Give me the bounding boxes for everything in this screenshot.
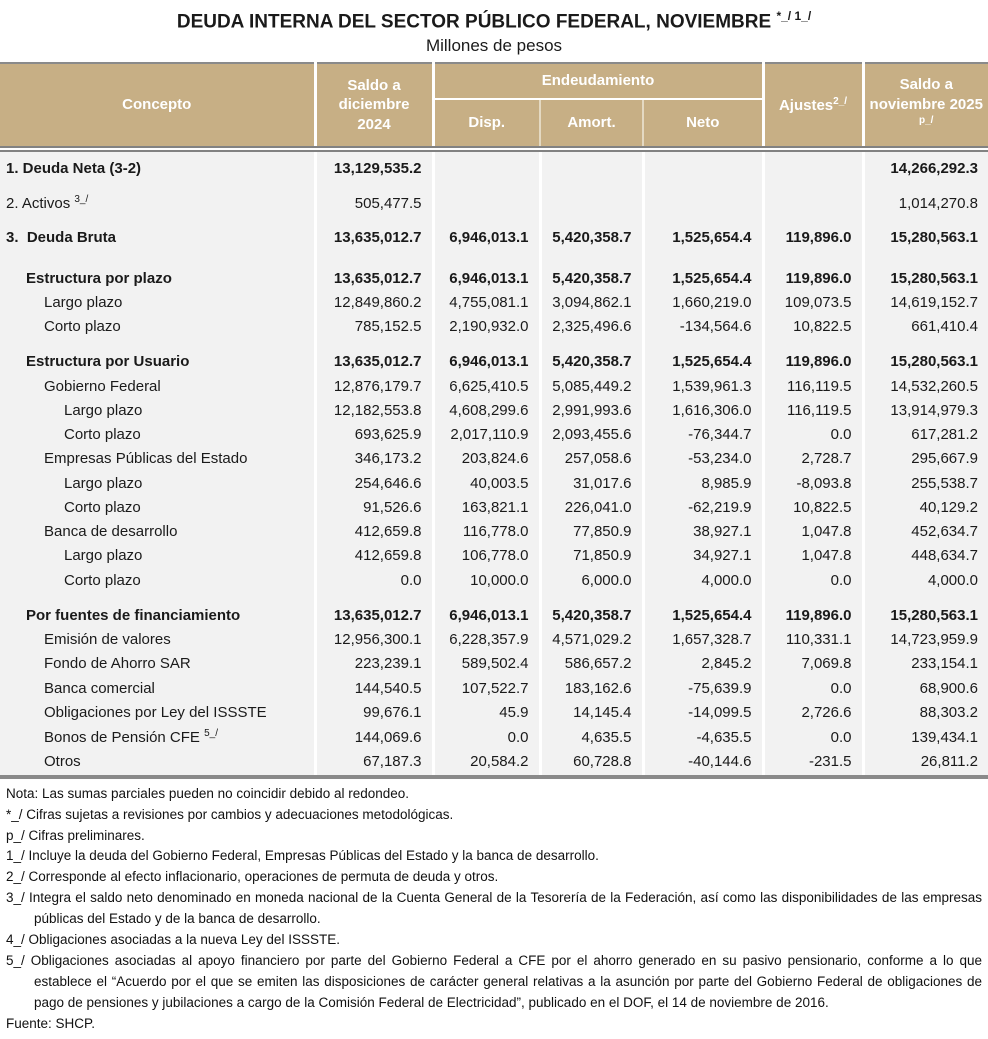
row-value: 452,634.7 [863, 520, 988, 544]
row-value: 6,946,013.1 [433, 221, 540, 255]
row-value: 0.0 [433, 725, 540, 750]
row-value: -231.5 [763, 750, 863, 776]
row-value: 1,047.8 [763, 544, 863, 568]
row-value: 412,659.8 [315, 544, 433, 568]
row-value: 1,525,654.4 [643, 593, 763, 628]
footnote: *_/ Cifras sujetas a revisiones por cambios y adecuaciones metodológicas. [6, 806, 454, 822]
row-value: 14,723,959.9 [863, 628, 988, 652]
row-value: 119,896.0 [763, 593, 863, 628]
row-value [433, 152, 540, 186]
row-value: 589,502.4 [433, 652, 540, 676]
row-value: 5,085,449.2 [540, 375, 643, 399]
row-value: 412,659.8 [315, 520, 433, 544]
row-value: 2,726.6 [763, 701, 863, 725]
ajustes-superscript: 2_/ [833, 95, 848, 107]
row-value: 661,410.4 [863, 315, 988, 339]
row-value: 15,280,563.1 [863, 256, 988, 291]
row-value: 45.9 [433, 701, 540, 725]
footnote: 5_/ Obligaciones asociadas al apoyo financiero por parte del Gobierno Federal a CFE por el ahorro generado en su pasivo pensionario, conforme a lo que establece el “Acuerdo por el que se emiten las disposiciones de carácter general relativas a la asunción por parte del Gobierno Federal de obligaciones de pago de pensiones y jubilaciones a cargo de la Comisión Federal de Electricidad”, publicado en el DOF, el 14 de noviembre de 2016. [6, 953, 982, 1010]
row-label-superscript: 5_/ [204, 728, 219, 740]
footnote: 1_/ Incluye la deuda del Gobierno Federal, Empresas Públicas del Estado y la banca de desarrollo. [6, 848, 599, 864]
row-value: -76,344.7 [643, 423, 763, 447]
row-value: 255,538.7 [863, 472, 988, 496]
row-value: 0.0 [315, 569, 433, 593]
row-value [763, 152, 863, 186]
table-row [0, 423, 988, 447]
table-row [0, 339, 988, 374]
table-row [0, 186, 988, 221]
row-value: 257,058.6 [540, 447, 643, 471]
table-header [0, 63, 988, 146]
row-value: 2,093,455.6 [540, 423, 643, 447]
row-label: 3. Deuda Bruta [0, 221, 315, 255]
row-value: 14,532,260.5 [863, 375, 988, 399]
row-label: Empresas Públicas del Estado [0, 447, 315, 471]
row-value: 13,129,535.2 [315, 152, 433, 186]
row-value: 4,755,081.1 [433, 291, 540, 315]
row-value [433, 186, 540, 221]
table-row [0, 447, 988, 471]
row-value: 40,003.5 [433, 472, 540, 496]
footnote: 4_/ Obligaciones asociadas a la nueva Ley del ISSSTE. [6, 932, 340, 948]
row-value: 116,119.5 [763, 375, 863, 399]
row-label: Por fuentes de financiamiento [0, 593, 315, 628]
row-value: 2,190,932.0 [433, 315, 540, 339]
row-value: 6,946,013.1 [433, 256, 540, 291]
row-value: 60,728.8 [540, 750, 643, 776]
row-value: 71,850.9 [540, 544, 643, 568]
row-value: 233,154.1 [863, 652, 988, 676]
debt-table [0, 62, 988, 779]
row-label: Fondo de Ahorro SAR [0, 652, 315, 676]
row-label: Corto plazo [0, 315, 315, 339]
row-value: 119,896.0 [763, 256, 863, 291]
row-value: 1,616,306.0 [643, 399, 763, 423]
row-label: Corto plazo [0, 496, 315, 520]
footnote: p_/ Cifras preliminares. [6, 827, 145, 843]
row-label: Corto plazo [0, 569, 315, 593]
row-label: Gobierno Federal [0, 375, 315, 399]
row-value: 10,822.5 [763, 496, 863, 520]
row-value: 34,927.1 [643, 544, 763, 568]
row-value: -62,219.9 [643, 496, 763, 520]
col-header-saldo-diciembre: Saldo a diciembre 2024 [315, 63, 433, 146]
table-body [0, 146, 988, 777]
row-value: -75,639.9 [643, 677, 763, 701]
row-value: 40,129.2 [863, 496, 988, 520]
row-value [540, 186, 643, 221]
row-value: 4,635.5 [540, 725, 643, 750]
row-value: 2,728.7 [763, 447, 863, 471]
table-row [0, 375, 988, 399]
saldo-nov-label: Saldo a noviembre 2025 [869, 76, 983, 113]
footnotes [0, 779, 988, 1039]
row-value: 14,619,152.7 [863, 291, 988, 315]
row-value: 183,162.6 [540, 677, 643, 701]
ajustes-label: Ajustes [778, 96, 834, 114]
row-value: 13,635,012.7 [315, 593, 433, 628]
row-value: 4,608,299.6 [433, 399, 540, 423]
row-value: 3,094,862.1 [540, 291, 643, 315]
table-row [0, 544, 988, 568]
footnote: 2_/ Corresponde al efecto inflacionario, operaciones de permuta de deuda y otros. [6, 869, 499, 885]
row-value: 31,017.6 [540, 472, 643, 496]
row-value: 223,239.1 [315, 652, 433, 676]
row-value: 6,000.0 [540, 569, 643, 593]
row-value: 505,477.5 [315, 186, 433, 221]
table-row [0, 701, 988, 725]
row-value: 5,420,358.7 [540, 593, 643, 628]
row-label: Estructura por Usuario [0, 339, 315, 374]
row-value: 13,635,012.7 [315, 256, 433, 291]
row-value: 8,985.9 [643, 472, 763, 496]
page-title-superscript: *_/ 1_/ [776, 9, 812, 23]
row-value: 12,182,553.8 [315, 399, 433, 423]
row-value: 693,625.9 [315, 423, 433, 447]
col-header-disp: Disp. [433, 99, 540, 146]
row-value: 0.0 [763, 725, 863, 750]
table-row [0, 315, 988, 339]
row-value: 109,073.5 [763, 291, 863, 315]
table-row [0, 569, 988, 593]
footnote: 3_/ Integra el saldo neto denominado en moneda nacional de la Cuenta General de la Tesorería de la Federación, así como las disponibilidades de las empresas públicas del Estado y de la banca de desarrollo. [6, 890, 982, 927]
table-row [0, 152, 988, 186]
page-title [0, 8, 988, 35]
row-value: 13,914,979.3 [863, 399, 988, 423]
page-subtitle: Millones de pesos [425, 35, 563, 55]
table-row [0, 677, 988, 701]
row-value [763, 186, 863, 221]
row-value: 26,811.2 [863, 750, 988, 776]
row-value: 4,000.0 [643, 569, 763, 593]
col-header-neto: Neto [643, 99, 763, 146]
table-row [0, 628, 988, 652]
row-value: 785,152.5 [315, 315, 433, 339]
table-row [0, 496, 988, 520]
row-value: 15,280,563.1 [863, 221, 988, 255]
col-header-ajustes [763, 63, 863, 146]
row-value: 295,667.9 [863, 447, 988, 471]
row-value: 617,281.2 [863, 423, 988, 447]
row-value: 12,849,860.2 [315, 291, 433, 315]
table-row [0, 256, 988, 291]
saldo-nov-superscript: p_/ [919, 115, 934, 127]
row-value: 12,876,179.7 [315, 375, 433, 399]
row-value: 119,896.0 [763, 221, 863, 255]
table-row [0, 725, 988, 750]
row-value [643, 152, 763, 186]
row-value: 5,420,358.7 [540, 221, 643, 255]
row-value: 6,946,013.1 [433, 339, 540, 374]
row-value: 448,634.7 [863, 544, 988, 568]
row-value: 12,956,300.1 [315, 628, 433, 652]
row-label: Estructura por plazo [0, 256, 315, 291]
table-row [0, 520, 988, 544]
row-value [540, 152, 643, 186]
row-value: 2,017,110.9 [433, 423, 540, 447]
table-row [0, 652, 988, 676]
row-value: 110,331.1 [763, 628, 863, 652]
row-value: 6,946,013.1 [433, 593, 540, 628]
row-value: 20,584.2 [433, 750, 540, 776]
row-value: 91,526.6 [315, 496, 433, 520]
row-value: -4,635.5 [643, 725, 763, 750]
row-value: 5,420,358.7 [540, 339, 643, 374]
page-title-text: DEUDA INTERNA DEL SECTOR PÚBLICO FEDERAL, NOVIEMBRE [176, 11, 772, 33]
col-header-saldo-noviembre [863, 63, 988, 146]
table-row [0, 593, 988, 628]
row-value: 106,778.0 [433, 544, 540, 568]
row-value: 586,657.2 [540, 652, 643, 676]
row-value: -134,564.6 [643, 315, 763, 339]
row-value: -53,234.0 [643, 447, 763, 471]
col-header-concepto: Concepto [0, 63, 315, 146]
row-value: 77,850.9 [540, 520, 643, 544]
row-value: 144,069.6 [315, 725, 433, 750]
table-row [0, 291, 988, 315]
row-value: 1,657,328.7 [643, 628, 763, 652]
table-row [0, 221, 988, 255]
table-row [0, 472, 988, 496]
row-value: 14,145.4 [540, 701, 643, 725]
row-value: -8,093.8 [763, 472, 863, 496]
row-label: Emisión de valores [0, 628, 315, 652]
row-value: 15,280,563.1 [863, 339, 988, 374]
row-value: 1,525,654.4 [643, 339, 763, 374]
row-value: -14,099.5 [643, 701, 763, 725]
row-value: 254,646.6 [315, 472, 433, 496]
footnote: Fuente: SHCP. [6, 1015, 96, 1031]
row-value: 1,525,654.4 [643, 221, 763, 255]
row-value: 1,014,270.8 [863, 186, 988, 221]
row-value: 1,539,961.3 [643, 375, 763, 399]
row-label: Largo plazo [0, 399, 315, 423]
row-value: 203,824.6 [433, 447, 540, 471]
row-value: 67,187.3 [315, 750, 433, 776]
row-value: 2,991,993.6 [540, 399, 643, 423]
row-value: 68,900.6 [863, 677, 988, 701]
row-label: Banca comercial [0, 677, 315, 701]
row-value: 99,676.1 [315, 701, 433, 725]
row-value: 1,660,219.0 [643, 291, 763, 315]
row-value: 163,821.1 [433, 496, 540, 520]
table-row [0, 750, 988, 776]
row-label-superscript: 3_/ [74, 194, 89, 206]
col-header-endeudamiento: Endeudamiento [433, 63, 763, 99]
col-header-amort: Amort. [540, 99, 643, 146]
row-value: 4,000.0 [863, 569, 988, 593]
row-value: 10,822.5 [763, 315, 863, 339]
row-value: 6,228,357.9 [433, 628, 540, 652]
row-value: 10,000.0 [433, 569, 540, 593]
row-value: 38,927.1 [643, 520, 763, 544]
row-label: Largo plazo [0, 472, 315, 496]
row-value: 5,420,358.7 [540, 256, 643, 291]
row-value: 0.0 [763, 677, 863, 701]
row-value: 2,325,496.6 [540, 315, 643, 339]
row-value [643, 186, 763, 221]
row-value: 13,635,012.7 [315, 221, 433, 255]
row-label: Bonos de Pensión CFE $^{5\_/}$ [0, 725, 315, 750]
row-value: 7,069.8 [763, 652, 863, 676]
row-label: Obligaciones por Ley del ISSSTE [0, 701, 315, 725]
row-value: 226,041.0 [540, 496, 643, 520]
title-block [0, 0, 988, 56]
row-value: 119,896.0 [763, 339, 863, 374]
row-value: 15,280,563.1 [863, 593, 988, 628]
row-value: 4,571,029.2 [540, 628, 643, 652]
footnote: Nota: Las sumas parciales pueden no coincidir debido al redondeo. [6, 785, 410, 801]
row-label: Otros [0, 750, 315, 776]
row-label: 1. Deuda Neta (3-2) [0, 152, 315, 186]
row-value: 0.0 [763, 569, 863, 593]
row-value: 1,525,654.4 [643, 256, 763, 291]
row-value: 139,434.1 [863, 725, 988, 750]
row-value: 0.0 [763, 423, 863, 447]
row-label: Largo plazo [0, 291, 315, 315]
row-value: 116,119.5 [763, 399, 863, 423]
row-value: 144,540.5 [315, 677, 433, 701]
row-label: Corto plazo [0, 423, 315, 447]
row-value: 107,522.7 [433, 677, 540, 701]
row-value: 88,303.2 [863, 701, 988, 725]
row-value: 6,625,410.5 [433, 375, 540, 399]
table-row [0, 399, 988, 423]
row-value: 1,047.8 [763, 520, 863, 544]
row-value: -40,144.6 [643, 750, 763, 776]
row-label: 2. Activos $^{3\_/}$ [0, 186, 315, 221]
row-value: 13,635,012.7 [315, 339, 433, 374]
row-value: 346,173.2 [315, 447, 433, 471]
row-value: 14,266,292.3 [863, 152, 988, 186]
row-label: Largo plazo [0, 544, 315, 568]
row-label: Banca de desarrollo [0, 520, 315, 544]
row-value: 116,778.0 [433, 520, 540, 544]
row-value: 2,845.2 [643, 652, 763, 676]
